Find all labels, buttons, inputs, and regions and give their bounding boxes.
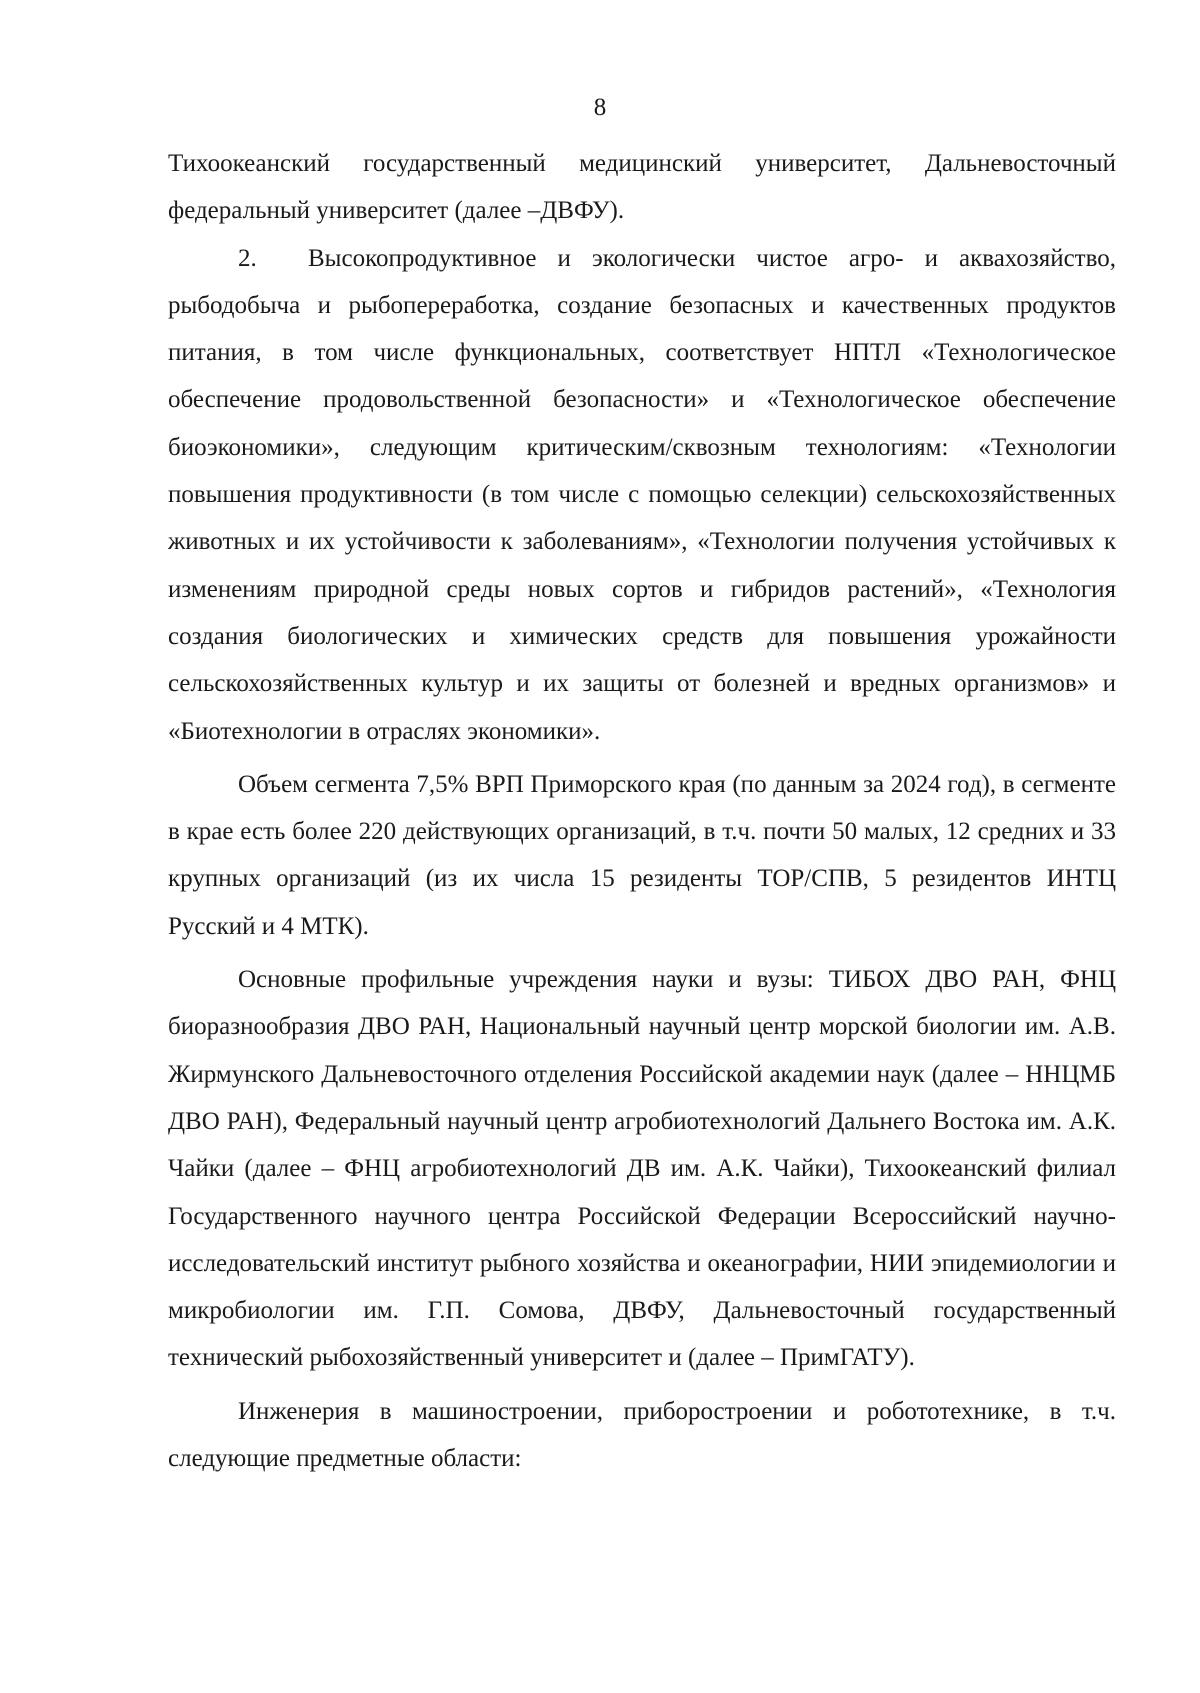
item-number: 2. (238, 244, 257, 272)
paragraph-item-2 (168, 235, 1116, 755)
paragraph-engineering: Инженерия в машиностроении, приборостроении и робототехнике, в т.ч. следующие предметные области: (168, 1397, 1116, 1473)
paragraph-universities-continuation: Тихоокеанский государственный медицинский университет, Дальневосточный федеральный университет (далее –ДВФУ). (168, 150, 1116, 225)
paragraph-item-2-text: Высокопродуктивное и экологически чистое агро- и аквахозяйство, рыбодобыча и рыбопереработка, создание безопасных и качественных продуктов питания, в том числе функциональных, соответствует НПТЛ «Технологическое обеспечение продовольственной безопасности» и «Технологическое обеспечение биоэкономики», следующим критическим/сквозным технологиям: «Технологии повышения продуктивности (в том числе с помощью селекции) сельскохозяйственных животных и их устойчивости к заболеваниям», «Технологии получения устойчивых к изменениям природной среды новых сортов и гибридов растений», «Технология создания биологических и химических средств для повышения урожайности сельскохозяйственных культур и их защиты от болезней и вредных организмов» и «Биотехнологии в отраслях экономики». (168, 244, 1116, 745)
page-number: 8 (593, 94, 607, 121)
paragraph-segment-volume: Объем сегмента 7,5% ВРП Приморского края (по данным за 2024 год), в сегменте в крае есть более 220 действующих организаций, в т.ч. почти 50 малых, 12 средних и 33 крупных организаций (из их числа 15 резиденты ТОР/СПВ, 5 резидентов ИНТЦ Русский и 4 МТК). (168, 770, 1116, 940)
paragraph-institutions: Основные профильные учреждения науки и вузы: ТИБОХ ДВО РАН, ФНЦ биоразнообразия ДВО РАН, Национальный научный центр морской биологии им. А.В. Жирмунского Дальневосточного отделения Российской академии наук (далее – ННЦМБ ДВО РАН), Федеральный научный центр агробиотехнологий Дальнего Востока им. А.К. Чайки (далее – ФНЦ агробиотехнологий ДВ им. А.К. Чайки), Тихоокеанский филиал Государственного научного центра Российской Федерации Всероссийский научно-исследовательский институт рыбного хозяйства и океанографии, НИИ эпидемиологии и микробиологии им. Г.П. Сомова, ДВФУ, Дальневосточный государственный технический рыбохозяйственный университет и (далее – ПримГАТУ). (168, 966, 1116, 1372)
document-body (168, 140, 1116, 1482)
